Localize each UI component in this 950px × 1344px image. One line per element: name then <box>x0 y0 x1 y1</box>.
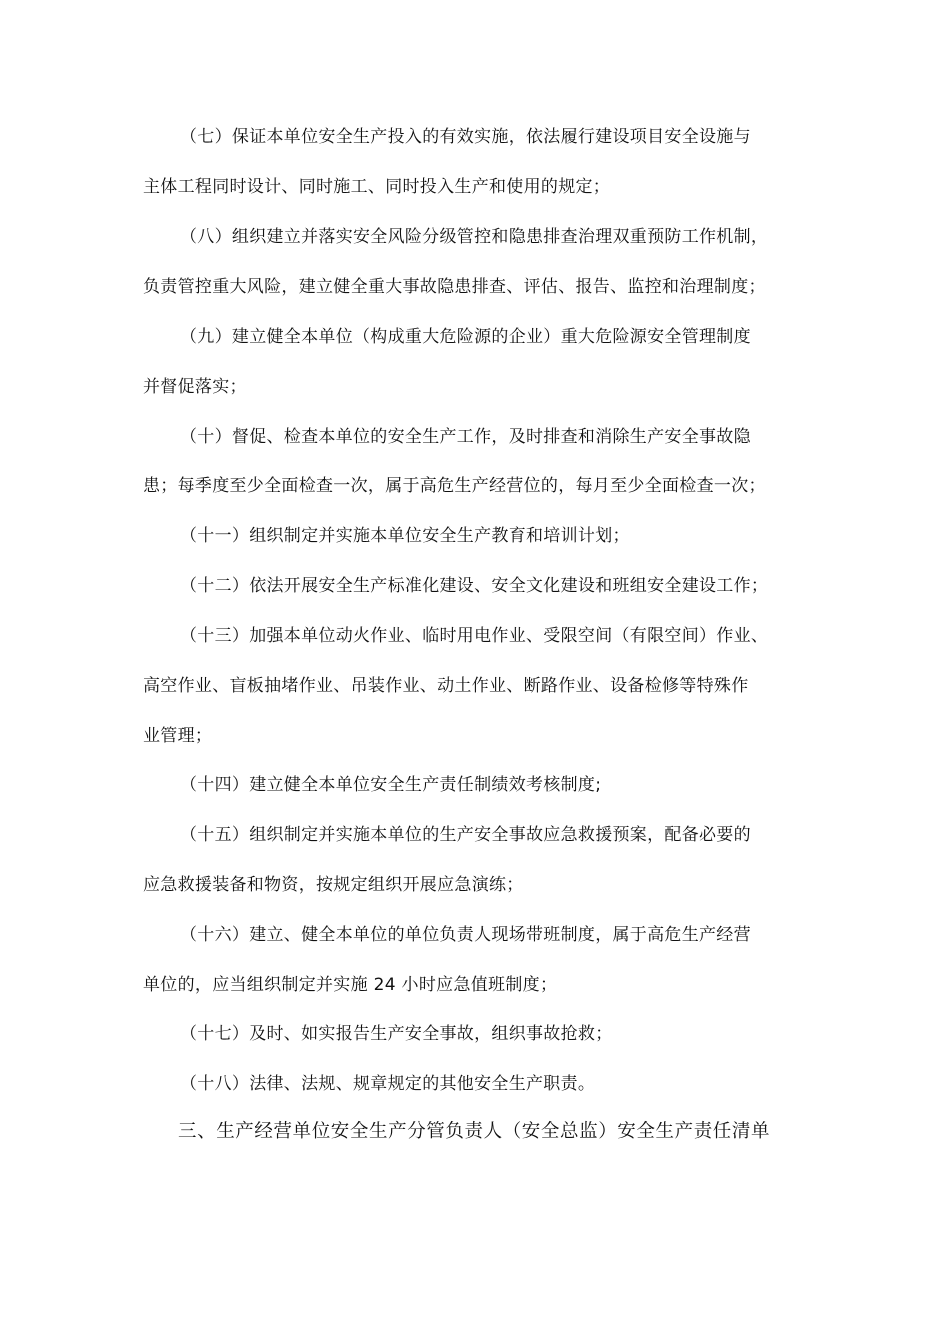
paragraph-line: （十六）建立、健全本单位的单位负责人现场带班制度，属于高危生产经营 <box>180 925 751 945</box>
section-heading: 三、生产经营单位安全生产分管负责人（安全总监）安全生产责任清单 <box>178 1121 771 1142</box>
paragraph-line: （十）督促、检查本单位的安全生产工作，及时排查和消除生产安全事故隐 <box>180 427 751 447</box>
paragraph-line: 高空作业、盲板抽堵作业、吊装作业、动土作业、断路作业、设备检修等特殊作 <box>143 676 749 696</box>
paragraph-line: （八）组织建立并落实安全风险分级管控和隐患排查治理双重预防工作机制， <box>180 227 769 247</box>
paragraph-line: （十四）建立健全本单位安全生产责任制绩效考核制度; <box>180 775 602 795</box>
paragraph-line: （十五）组织制定并实施本单位的生产安全事故应急救援预案，配备必要的 <box>180 825 751 845</box>
paragraph-line: 单位的，应当组织制定并实施 24 小时应急值班制度； <box>143 975 558 995</box>
paragraph-line: （十一）组织制定并实施本单位安全生产教育和培训计划； <box>180 526 630 546</box>
paragraph-line: 患；每季度至少全面检查一次，属于高危生产经营位的，每月至少全面检查一次； <box>143 476 766 496</box>
paragraph-line: （十七）及时、如实报告生产安全事故，组织事故抢救； <box>180 1024 613 1044</box>
paragraph-line: 主体工程同时设计、同时施工、同时投入生产和使用的规定； <box>143 177 611 197</box>
paragraph-line: （九）建立健全本单位（构成重大危险源的企业）重大危险源安全管理制度 <box>180 327 751 347</box>
paragraph-line: 负责管控重大风险，建立健全重大事故隐患排查、评估、报告、监控和治理制度； <box>143 277 766 297</box>
paragraph-line: （十三）加强本单位动火作业、临时用电作业、受限空间（有限空间）作业、 <box>180 626 769 646</box>
paragraph-line: 并督促落实； <box>143 377 247 397</box>
paragraph-line: 业管理； <box>143 726 213 746</box>
paragraph-line: （十八）法律、法规、规章规定的其他安全生产职责。 <box>180 1074 596 1094</box>
paragraph-line: 应急救援装备和物资，按规定组织开展应急演练； <box>143 875 524 895</box>
paragraph-line: （十二）依法开展安全生产标准化建设、安全文化建设和班组安全建设工作； <box>180 576 769 596</box>
paragraph-line: （七）保证本单位安全生产投入的有效实施，依法履行建设项目安全设施与 <box>180 127 751 147</box>
